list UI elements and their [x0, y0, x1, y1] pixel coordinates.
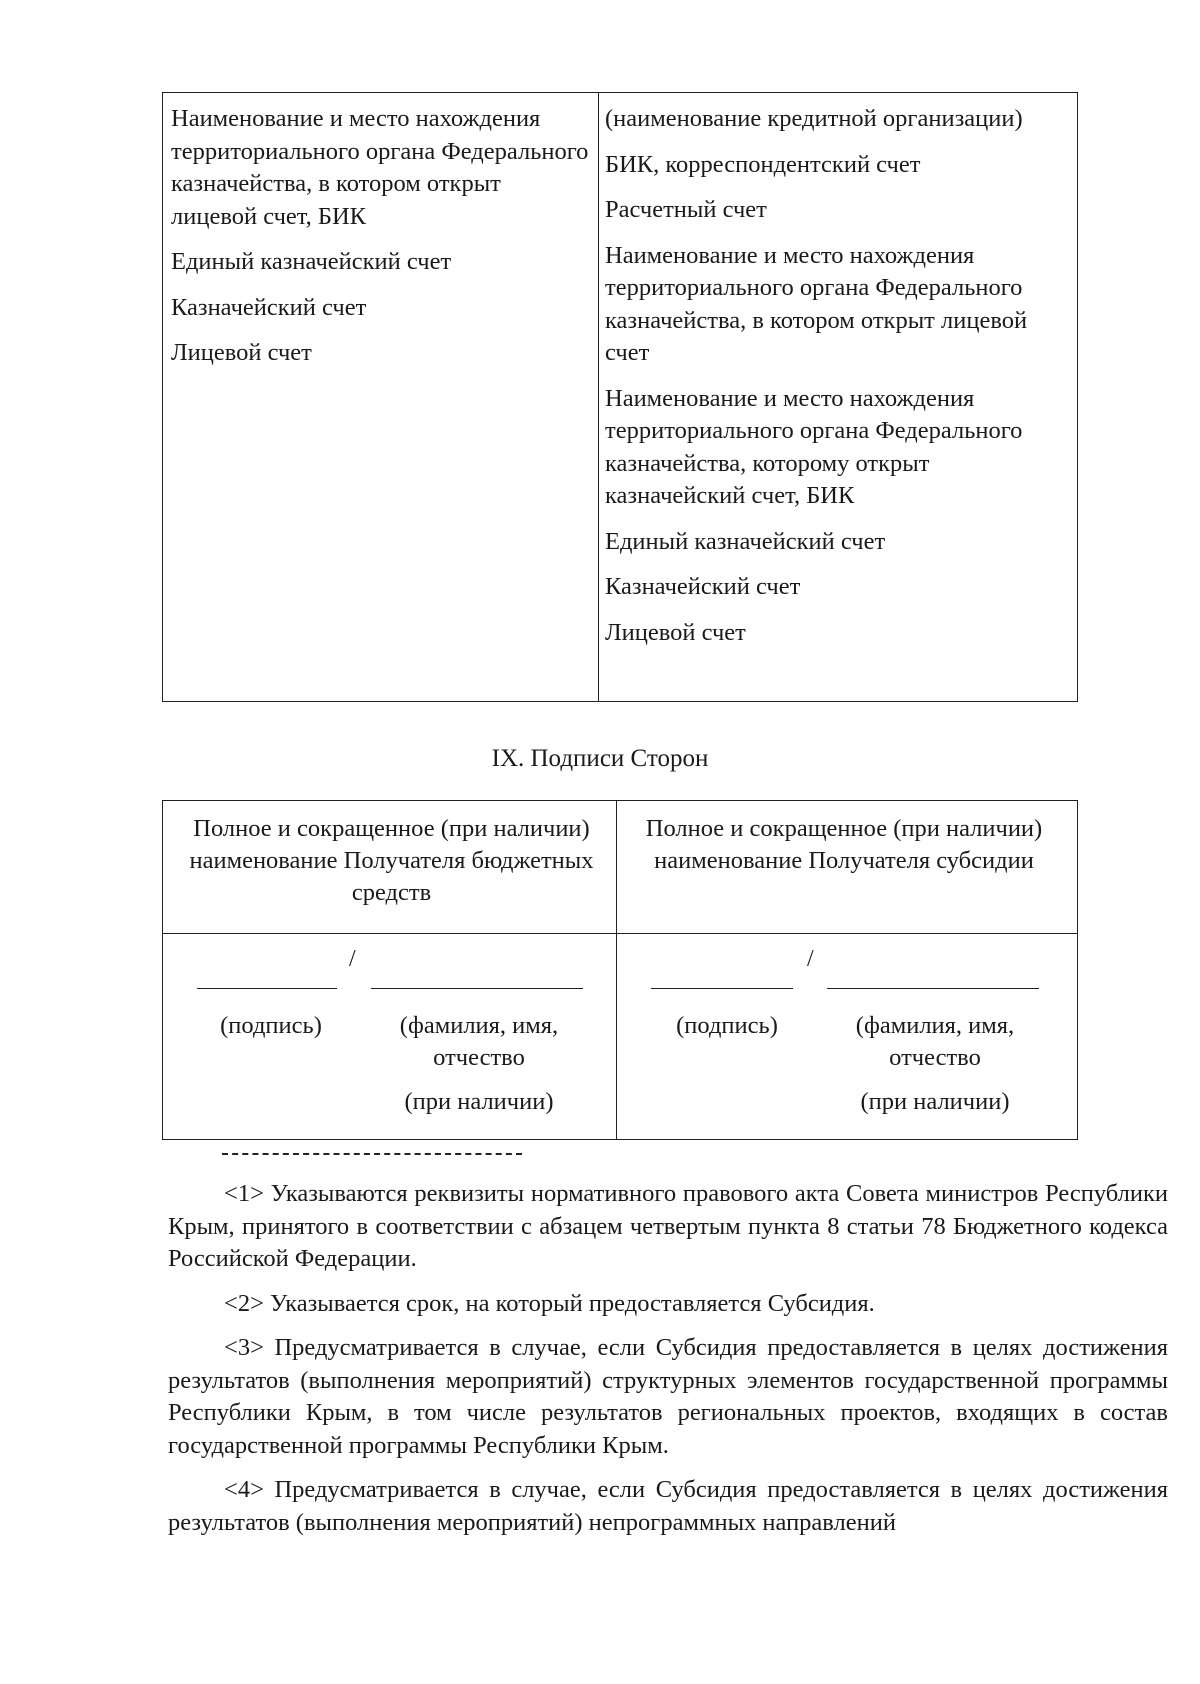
signatures-body-row [163, 934, 1077, 1139]
name-label: отчество [889, 1044, 981, 1071]
requisite-item: Казначейский счет [605, 573, 801, 600]
signature-cell-budget-recipient [163, 934, 617, 1139]
signatures-header-row [163, 801, 1077, 934]
section-title: IX. Подписи Сторон [491, 745, 709, 772]
footnote: <4> Предусматривается в случае, если Субсидия предоставляется в целях достижения результатов (выполнения мероприятий) непрограммных направлений [168, 1476, 1168, 1536]
signature-label: (подпись) [220, 1012, 322, 1039]
name-line [371, 988, 583, 989]
requisite-item: БИК, корреспондентский счет [605, 150, 921, 178]
signature-line [197, 988, 337, 989]
requisite-item: Казначейский счет [171, 293, 367, 321]
signature-label: (подпись) [676, 1012, 778, 1039]
signature-header-text: Полное и сокращенное (при наличии) наименование Получателя субсидии [645, 815, 1043, 874]
requisite-item: (наименование кредитной организации) [605, 105, 1023, 132]
footnotes [168, 1178, 1168, 1551]
slash-separator: / [349, 946, 356, 972]
requisite-item: Единый казначейский счет [171, 248, 452, 275]
signatures-table [162, 800, 1078, 1140]
requisite-item: Расчетный счет [605, 196, 767, 223]
requisites-left-column [163, 93, 599, 701]
requisite-item: Лицевой счет [171, 339, 312, 366]
signature-cell-subsidy-recipient [617, 934, 1077, 1139]
signature-header-cell-subsidy-recipient [617, 801, 1077, 933]
requisites-right-column [599, 93, 1077, 701]
footnote: <3> Предусматривается в случае, если Субсидия предоставляется в целях достижения результатов (выполнения мероприятий) структурных элементов государственной программы Республики Крым, в том числе результатов региональных проектов, входящих в состав государственной программы Республики Крым. [168, 1334, 1168, 1459]
signature-line [651, 988, 793, 989]
requisite-item: Лицевой счет [605, 618, 746, 646]
signature-header-text: Полное и сокращенное (при наличии) наименование Получателя бюджетных средств [189, 815, 594, 906]
name-label: (при наличии) [860, 1088, 1010, 1115]
name-line [827, 988, 1039, 989]
name-label: (при наличии) [404, 1088, 554, 1115]
requisites-table [162, 92, 1078, 702]
footnote: <2> Указывается срок, на который предоставляется Субсидия. [224, 1289, 875, 1317]
requisite-item: Единый казначейский счет [605, 527, 886, 555]
requisite-item: Наименование и место нахождения территориального органа Федерального казначейства, которому открыт казначейский счет, БИК [605, 384, 1023, 509]
name-label: (фамилия, имя, [855, 1012, 1015, 1039]
requisite-item: Наименование и место нахождения территориального органа Федерального казначейства, в котором открыт лицевой счет, БИК [171, 105, 589, 230]
name-label: (фамилия, имя, [399, 1012, 559, 1039]
requisite-item: Наименование и место нахождения территориального органа Федерального казначейства, в котором открыт лицевой счет [605, 241, 1028, 366]
footnote: <1> Указываются реквизиты нормативного правового акта Совета министров Республики Крым, принятого в соответствии с абзацем четвертым пункта 8 статьи 78 Бюджетного кодекса Российской Федерации. [168, 1180, 1168, 1272]
footnote-separator [222, 1153, 522, 1155]
signature-header-cell-budget-recipient [163, 801, 617, 933]
name-label: отчество [433, 1044, 525, 1071]
slash-separator: / [807, 946, 814, 972]
